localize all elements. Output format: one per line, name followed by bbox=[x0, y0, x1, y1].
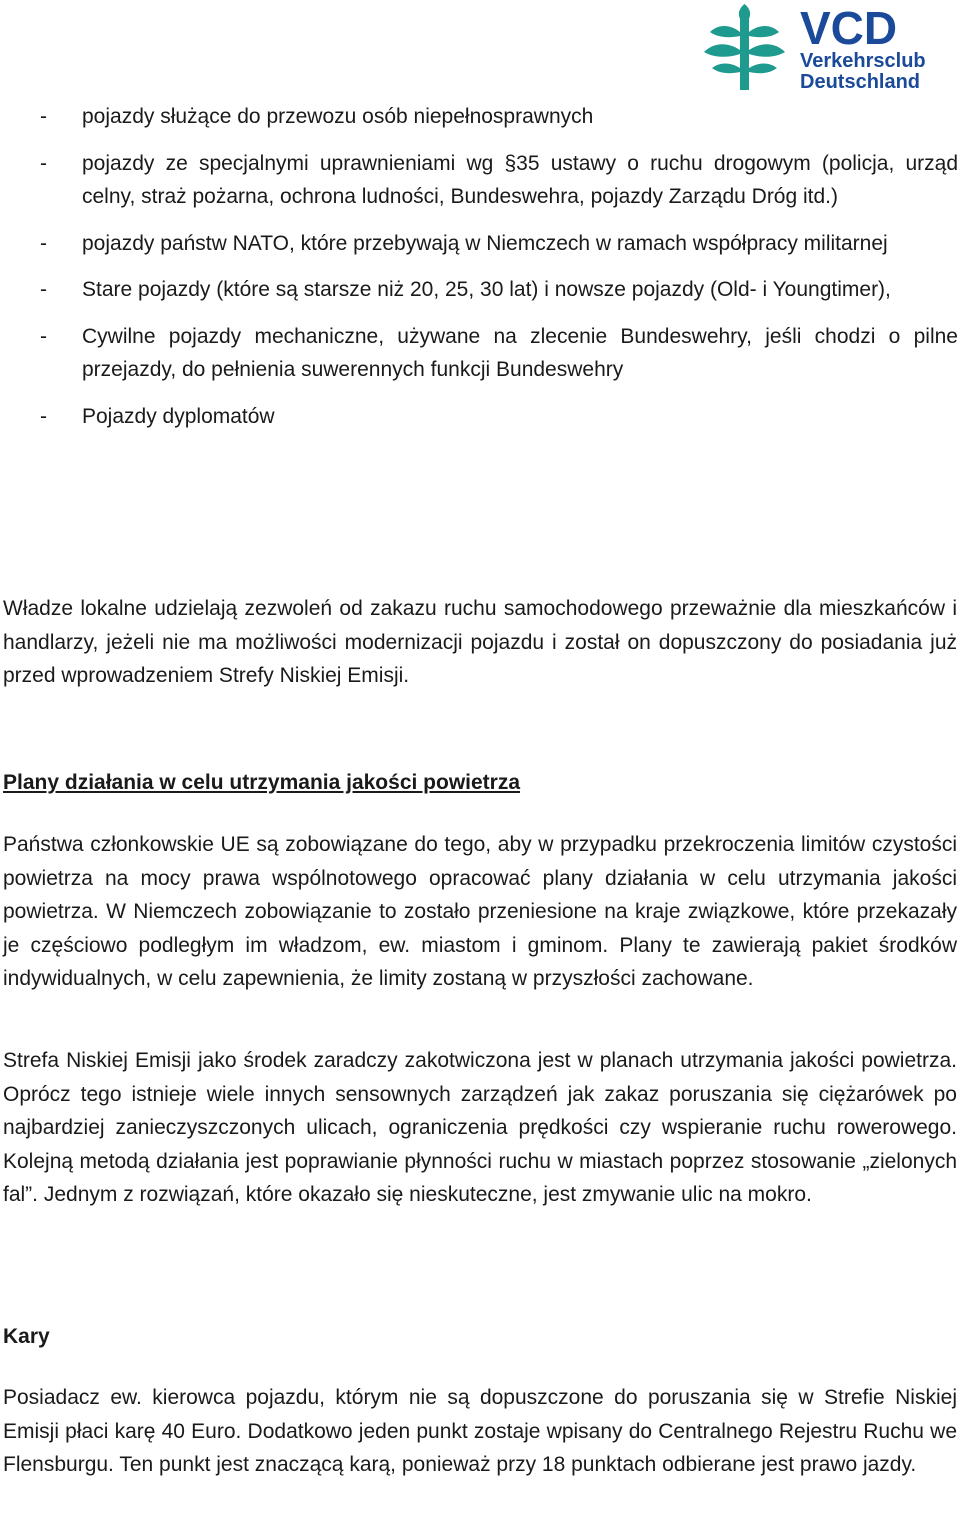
vcd-logo bbox=[700, 2, 958, 92]
logo-acronym: VCD bbox=[800, 2, 898, 54]
paragraph-exemptions: Władze lokalne udzielają zezwoleń od zakazu ruchu samochodowego przeważnie dla mieszkańców i handlarzy, jeżeli nie ma możliwości modernizacji pojazdu i został on dopuszczony do posiadania już przed wprowadzeniem Strefy Niskiej Emisji. bbox=[3, 597, 957, 688]
logo-line1: Verkehrsclub bbox=[800, 50, 926, 72]
paragraph-fines: Posiadacz ew. kierowca pojazdu, którym nie są dopuszczone do poruszania się w Strefie Niskiej Emisji płaci karę 40 Euro. Dodatkowo jeden punkt zostaje wpisany do Centralnego Rejestru Ruchu we Flensburgu. Ten punkt jest znaczącą karą, ponieważ przy 18 punktach odbierane jest prawo jazdy. bbox=[3, 1386, 957, 1477]
paragraph-plans-2: Strefa Niskiej Emisji jako środek zaradczy zakotwiczona jest w planach utrzymania jakości powietrza. Oprócz tego istnieje wiele innych sensownych zarządzeń jak zakaz poruszania się ciężarówek po najbardziej zanieczyszczonych ulicach, ograniczenia prędkości czy wspieranie ruchu rowerowego. Kolejną metodą działania jest poprawianie płynności ruchu w miastach poprzez stosowanie „zielonych fal”. Jednym z rozwiązań, które okazało się nieskuteczne, jest zmywanie ulic na mokro. bbox=[3, 1049, 957, 1207]
logo-line2: Deutschland bbox=[800, 71, 921, 92]
list-item: - pojazdy służące do przewozu osób niepełnosprawnych bbox=[0, 100, 958, 134]
list-item: - pojazdy ze specjalnymi uprawnieniami wg §35 ustawy o ruchu drogowym (policja, urząd celny, straż pożarna, ochrona ludności, Bundeswehra, pojazdy Zarządu Dróg itd.) bbox=[0, 147, 958, 214]
list-item: - Cywilne pojazdy mechaniczne, używane na zlecenie Bundeswehry, jeśli chodzi o pilne przejazdy, do pełnienia suwerennych funkcji Bundeswehry bbox=[0, 320, 958, 387]
list-item: - pojazdy państw NATO, które przebywają w Niemczech w ramach współpracy militarnej bbox=[0, 227, 958, 261]
list-item: - Stare pojazdy (które są starsze niż 20, 25, 30 lat) i nowsze pojazdy (Old- i Youngtimer), bbox=[0, 273, 958, 307]
exemption-list bbox=[0, 100, 958, 433]
list-item: - Pojazdy dyplomatów bbox=[0, 400, 958, 434]
heading-fines: Kary bbox=[3, 1325, 50, 1348]
heading-plans: Plany działania w celu utrzymania jakości powietrza bbox=[3, 771, 521, 794]
paragraph-plans-1: Państwa członkowskie UE są zobowiązane do tego, aby w przypadku przekroczenia limitów czystości powietrza na mocy prawa wspólnotowego opracować plany działania w celu utrzymania jakości powietrza. W Niemczech zobowiązanie to zostało przeniesione na kraje związkowe, które przekazały je częściowo podległym im władzom, ew. miastom i gminom. Plany te zawierają pakiet środków indywidualnych, w celu zapewnienia, że limity zostaną w przyszłości zachowane. bbox=[3, 833, 957, 991]
vcd-emblem-icon bbox=[704, 4, 785, 90]
